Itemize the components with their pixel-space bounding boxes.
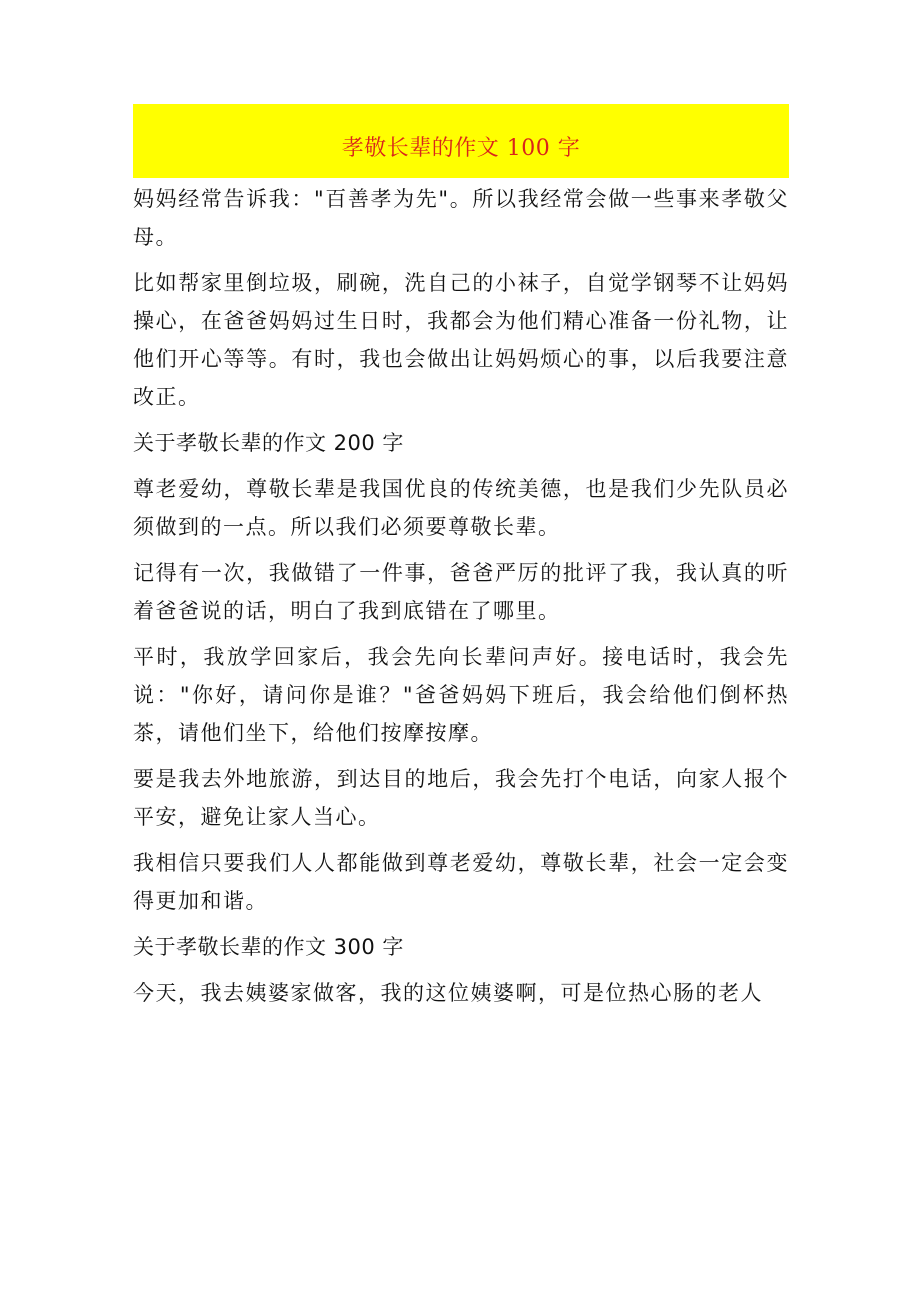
document-page — [133, 104, 789, 1020]
paragraph: 今天，我去姨婆家做客，我的这位姨婆啊，可是位热心肠的老人 — [133, 981, 763, 1005]
paragraph: 平时，我放学回家后，我会先向长辈问声好。接电话时，我会先说："你好，请问你是谁？"爸爸妈妈下班后，我会给他们倒杯热茶，请他们坐下，给他们按摩按摩。 — [133, 645, 789, 745]
document-title: 孝敬长辈的作文 100 字 — [341, 135, 581, 161]
paragraph: 尊老爱幼，尊敬长辈是我国优良的传统美德，也是我们少先队员必须做到的一点。所以我们必须要尊敬长辈。 — [133, 477, 789, 539]
section-heading: 关于孝敬长辈的作文 300 字 — [133, 935, 404, 959]
paragraph: 妈妈经常告诉我："百善孝为先"。所以我经常会做一些事来孝敬父母。 — [133, 187, 789, 249]
document-body — [133, 180, 789, 1012]
paragraph: 记得有一次，我做错了一件事，爸爸严厉的批评了我，我认真的听着爸爸说的话，明白了我到底错在了哪里。 — [133, 561, 789, 623]
paragraph: 比如帮家里倒垃圾，刷碗，洗自己的小袜子，自觉学钢琴不让妈妈操心，在爸爸妈妈过生日时，我都会为他们精心准备一份礼物，让他们开心等等。有时，我也会做出让妈妈烦心的事，以后我要注意改正。 — [133, 271, 789, 409]
section-heading: 关于孝敬长辈的作文 200 字 — [133, 431, 404, 455]
paragraph: 要是我去外地旅游，到达目的地后，我会先打个电话，向家人报个平安，避免让家人当心。 — [133, 767, 789, 829]
title-banner — [133, 104, 789, 178]
paragraph: 我相信只要我们人人都能做到尊老爱幼，尊敬长辈，社会一定会变得更加和谐。 — [133, 851, 789, 913]
